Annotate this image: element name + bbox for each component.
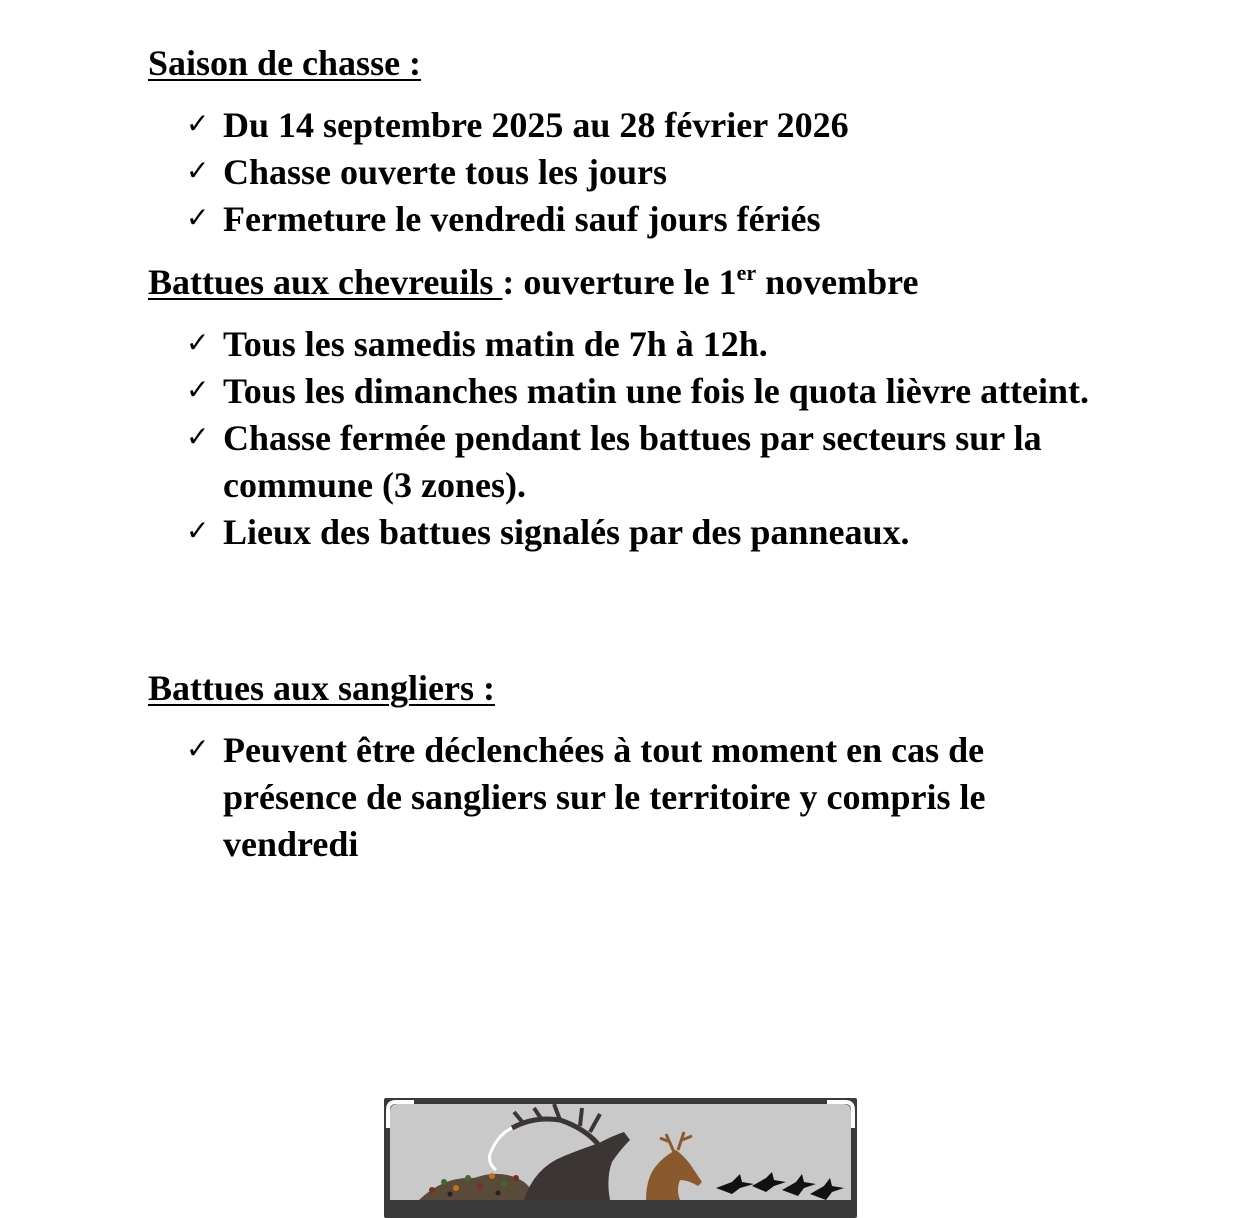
list-item-text: Tous les dimanches matin une fois le quota lièvre atteint. <box>223 371 1090 411</box>
list-item-text: Fermeture le vendredi sauf jours fériés <box>223 199 821 239</box>
heading-chevreuils-underlined: Battues aux chevreuils <box>148 262 503 302</box>
list-item-text: Du 14 septembre 2025 au 28 février 2026 <box>223 105 849 145</box>
checkmark-icon: ✓ <box>186 373 210 406</box>
list-item <box>0 102 1123 149</box>
list-item <box>0 368 1123 415</box>
checkmark-icon: ✓ <box>186 107 210 140</box>
heading-sangliers <box>148 670 495 706</box>
list-item-text: Peuvent être déclenchées à tout moment en cas de présence de sangliers sur le territoire y compris le vendredi <box>223 730 986 864</box>
checkmark-icon: ✓ <box>186 732 210 765</box>
heading-chevreuils-after: novembre <box>756 262 919 302</box>
list-item <box>0 509 1123 556</box>
list-item <box>0 149 1123 196</box>
heading-saison <box>148 45 421 81</box>
heading-saison-text: Saison de chasse : <box>148 43 422 83</box>
list-item-text: Chasse fermée pendant les battues par secteurs sur la commune (3 zones). <box>223 418 1042 505</box>
heading-chevreuils-rest: : ouverture le 1 <box>502 262 737 302</box>
list-item-text: Tous les samedis matin de 7h à 12h. <box>223 324 768 364</box>
checkmark-icon: ✓ <box>186 201 210 234</box>
list-item <box>0 321 1123 368</box>
checkmark-icon: ✓ <box>186 326 210 359</box>
checkmark-icon: ✓ <box>186 154 210 187</box>
list-item-text: Chasse ouverte tous les jours <box>223 152 667 192</box>
list-chevreuils <box>0 321 1241 556</box>
checkmark-icon: ✓ <box>186 420 210 453</box>
list-sangliers <box>0 727 1241 868</box>
list-saison <box>0 102 1241 243</box>
list-item <box>0 727 1123 868</box>
heading-chevreuils <box>148 260 919 302</box>
heading-chevreuils-sup: er <box>736 260 757 285</box>
list-item <box>0 196 1123 243</box>
hunting-emblem-icon <box>384 1098 857 1218</box>
list-item-text: Lieux des battues signalés par des panneaux. <box>223 512 910 552</box>
list-item <box>0 415 1123 509</box>
emblem-illustration <box>384 1098 857 1200</box>
heading-sangliers-text: Battues aux sangliers : <box>148 668 496 708</box>
checkmark-icon: ✓ <box>186 514 210 547</box>
